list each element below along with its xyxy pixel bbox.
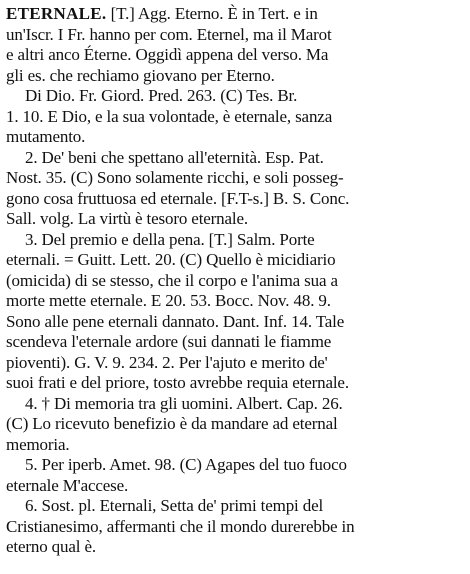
entry-line: Sall. volg. La virtù è tesoro eternale. [6, 209, 248, 228]
entry-line: 6. Sost. pl. Eternali, Setta de' primi tempi del [25, 496, 324, 515]
entry-line: Di Dio. Fr. Giord. Pred. 263. (C) Tes. Br. [25, 86, 298, 105]
entry-text: [T.] Agg. Eterno. È in Tert. e in [106, 4, 318, 23]
entry-line: eternale M'accese. [6, 475, 129, 495]
entry-line: un'Iscr. I Fr. hanno per com. Eternel, ma il Marot [6, 24, 332, 44]
entry-line: morte mette eternale. E 20. 53. Bocc. Nov. 48. 9. [6, 291, 331, 310]
entry-line: suoi frati e del priore, tosto avrebbe requia eternale. [6, 373, 349, 392]
entry-line: 3. Del premio e della pena. [T.] Salm. Porte [25, 229, 315, 249]
entry-line: pioventi). G. V. 9. 234. 2. Per l'ajuto e merito de' [6, 352, 328, 372]
entry-line: gono cosa fruttuosa ed eternale. [F.T-s.] B. S. Conc. [6, 188, 350, 208]
entry-line: (C) Lo ricevuto benefizio è da mandare ad eternal [6, 414, 338, 433]
entry-line: 5. Per iperb. Amet. 98. (C) Agapes del tuo fuoco [25, 455, 347, 474]
entry-line: e altri anco Éterne. Oggidì appena del verso. Ma [6, 45, 329, 64]
entry-line: Cristianesimo, affermanti che il mondo durerebbe in [6, 516, 355, 536]
headword: ETERNALE. [6, 4, 107, 23]
entry-line: 1. 10. E Dio, e la sua volontade, è eternale, sanza [6, 106, 333, 126]
entry-line: 4. † Di memoria tra gli uomini. Albert. Cap. 26. [25, 393, 343, 413]
entry-line: Sono alle pene eternali dannato. Dant. Inf. 14. Tale [6, 311, 345, 331]
entry-line: mutamento. [6, 127, 86, 146]
entry-line: gli es. che rechiamo giovano per Eterno. [6, 65, 275, 85]
entry-line: memoria. [6, 434, 70, 454]
entry-line: scendeva l'eternale ardore (sui dannati le fiamme [6, 332, 332, 351]
entry-line: eterno qual è. [6, 537, 96, 556]
entry-line: 2. De' beni che spettano all'eternità. Esp. Pat. [25, 147, 324, 167]
entry-line: Nost. 35. (C) Sono solamente ricchi, e soli posseg- [6, 168, 344, 187]
entry-line: eternali. = Guitt. Lett. 20. (C) Quello è micidiario [6, 250, 336, 269]
entry-line [6, 4, 464, 25]
entry-line: (omicida) di se stesso, che il corpo e l'anima sua a [6, 270, 338, 290]
